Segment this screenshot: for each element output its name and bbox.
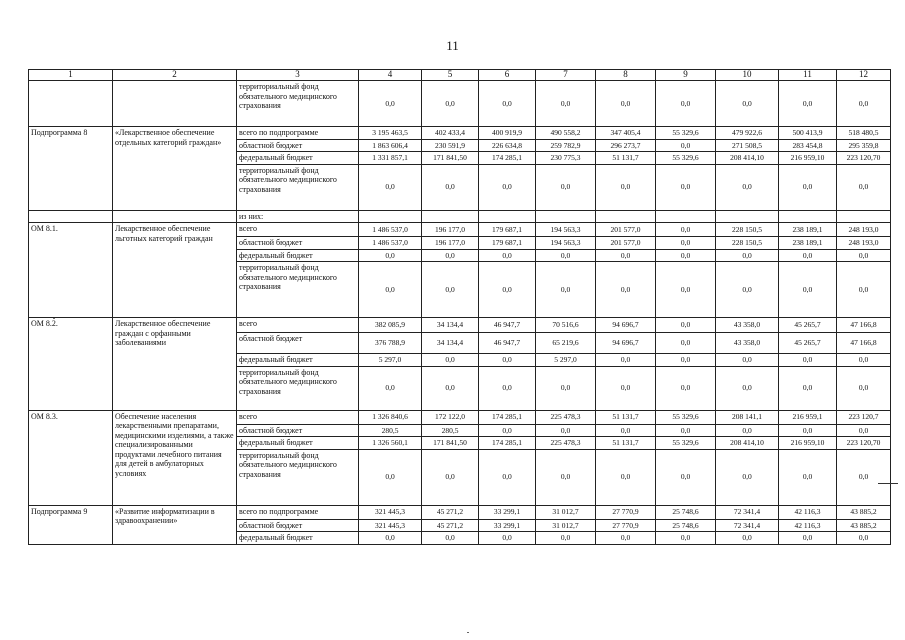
value-cell: 0,0: [479, 366, 536, 410]
value-cell: 382 085,9: [359, 318, 422, 333]
value-cell: 0,0: [656, 223, 716, 237]
value-cell: 259 782,9: [536, 139, 596, 152]
value-cell: 216 959,10: [779, 437, 837, 450]
funding-source: федеральный бюджет: [237, 354, 359, 367]
program-title: Лекарственное обеспечение льготных категорий граждан: [113, 223, 237, 318]
value-cell: 31 012,7: [536, 519, 596, 532]
value-cell: 0,0: [596, 249, 656, 262]
stray-line: [878, 483, 898, 484]
value-cell: 1 331 857,1: [359, 152, 422, 165]
program-code: Подпрограмма 8: [29, 127, 113, 211]
value-cell: 55 329,6: [656, 152, 716, 165]
value-cell: 171 841,50: [422, 152, 479, 165]
value-cell: 1 863 606,4: [359, 139, 422, 152]
value-cell: 400 919,9: [479, 127, 536, 140]
value-cell: 43 358,0: [716, 333, 779, 354]
value-cell: 0,0: [359, 249, 422, 262]
value-cell: 0,0: [422, 249, 479, 262]
value-cell: 376 788,9: [359, 333, 422, 354]
value-cell: 45 265,7: [779, 333, 837, 354]
funding-source: федеральный бюджет: [237, 437, 359, 450]
value-cell: 174 285,1: [479, 410, 536, 424]
funding-source: федеральный бюджет: [237, 249, 359, 262]
value-cell: 500 413,9: [779, 127, 837, 140]
value-cell: 0,0: [359, 366, 422, 410]
value-cell: 0,0: [536, 449, 596, 505]
value-cell: [359, 210, 422, 223]
value-cell: 216 959,1: [779, 410, 837, 424]
value-cell: 45 271,2: [422, 519, 479, 532]
program-code: Подпрограмма 9: [29, 505, 113, 544]
value-cell: 0,0: [596, 424, 656, 437]
value-cell: 223 120,70: [837, 437, 891, 450]
value-cell: 34 134,4: [422, 333, 479, 354]
program-title: [113, 81, 237, 127]
value-cell: 0,0: [536, 249, 596, 262]
value-cell: 0,0: [359, 164, 422, 210]
value-cell: 0,0: [656, 237, 716, 250]
value-cell: 280,5: [422, 424, 479, 437]
program-title: Лекарственное обеспечение граждан с орфанными заболеваниями: [113, 318, 237, 411]
value-cell: 94 696,7: [596, 318, 656, 333]
value-cell: 248 193,0: [837, 237, 891, 250]
value-cell: 0,0: [479, 424, 536, 437]
program-title: «Развитие информатизации в здравоохранении»: [113, 505, 237, 544]
value-cell: 27 770,9: [596, 505, 656, 519]
value-cell: 45 271,2: [422, 505, 479, 519]
value-cell: 27 770,9: [596, 519, 656, 532]
value-cell: 208 414,10: [716, 437, 779, 450]
program-code: [29, 210, 113, 223]
value-cell: 43 885,2: [837, 505, 891, 519]
value-cell: 0,0: [656, 139, 716, 152]
value-cell: [422, 210, 479, 223]
funding-source: территориальный фонд обязательного медицинского страхования: [237, 449, 359, 505]
value-cell: 94 696,7: [596, 333, 656, 354]
value-cell: 321 445,3: [359, 519, 422, 532]
value-cell: 0,0: [837, 164, 891, 210]
value-cell: 47 166,8: [837, 318, 891, 333]
funding-source: территориальный фонд обязательного медицинского страхования: [237, 164, 359, 210]
value-cell: 0,0: [536, 424, 596, 437]
value-cell: 0,0: [536, 164, 596, 210]
value-cell: 0,0: [656, 249, 716, 262]
value-cell: 0,0: [779, 424, 837, 437]
funding-source: территориальный фонд обязательного медицинского страхования: [237, 366, 359, 410]
value-cell: 0,0: [716, 424, 779, 437]
header-cell: 5: [422, 70, 479, 81]
value-cell: 296 273,7: [596, 139, 656, 152]
funding-source: территориальный фонд обязательного медицинского страхования: [237, 262, 359, 318]
value-cell: 196 177,0: [422, 223, 479, 237]
value-cell: 0,0: [479, 354, 536, 367]
scan-speck: [467, 632, 469, 633]
value-cell: 0,0: [536, 262, 596, 318]
value-cell: 55 329,6: [656, 410, 716, 424]
value-cell: 0,0: [596, 81, 656, 127]
value-cell: 201 577,0: [596, 237, 656, 250]
funding-source: всего: [237, 223, 359, 237]
value-cell: 0,0: [656, 164, 716, 210]
value-cell: 0,0: [779, 449, 837, 505]
value-cell: 51 131,7: [596, 410, 656, 424]
value-cell: 402 433,4: [422, 127, 479, 140]
value-cell: 223 120,7: [837, 410, 891, 424]
value-cell: 0,0: [479, 81, 536, 127]
value-cell: 5 297,0: [359, 354, 422, 367]
value-cell: 5 297,0: [536, 354, 596, 367]
header-cell: 3: [237, 70, 359, 81]
value-cell: 0,0: [837, 249, 891, 262]
value-cell: [596, 210, 656, 223]
value-cell: 1 326 560,1: [359, 437, 422, 450]
value-cell: 43 885,2: [837, 519, 891, 532]
value-cell: 0,0: [422, 81, 479, 127]
value-cell: 194 563,3: [536, 223, 596, 237]
program-title: [113, 210, 237, 223]
value-cell: 0,0: [656, 318, 716, 333]
table-row: [29, 223, 891, 237]
funding-source: из них:: [237, 210, 359, 223]
value-cell: [716, 210, 779, 223]
value-cell: 174 285,1: [479, 152, 536, 165]
value-cell: 34 134,4: [422, 318, 479, 333]
value-cell: 31 012,7: [536, 505, 596, 519]
funding-source: областной бюджет: [237, 519, 359, 532]
value-cell: 490 558,2: [536, 127, 596, 140]
value-cell: 0,0: [596, 449, 656, 505]
value-cell: [479, 210, 536, 223]
value-cell: [656, 210, 716, 223]
header-cell: 4: [359, 70, 422, 81]
header-cell: 11: [779, 70, 837, 81]
value-cell: 0,0: [716, 449, 779, 505]
value-cell: 0,0: [536, 81, 596, 127]
header-cell: 12: [837, 70, 891, 81]
value-cell: 225 478,3: [536, 410, 596, 424]
value-cell: 0,0: [536, 366, 596, 410]
value-cell: 179 687,1: [479, 237, 536, 250]
value-cell: 223 120,70: [837, 152, 891, 165]
funding-source: федеральный бюджет: [237, 152, 359, 165]
value-cell: 43 358,0: [716, 318, 779, 333]
table-row: [29, 127, 891, 140]
value-cell: 0,0: [596, 532, 656, 545]
value-cell: 0,0: [716, 262, 779, 318]
table-row: [29, 210, 891, 223]
value-cell: 0,0: [716, 532, 779, 545]
value-cell: 228 150,5: [716, 223, 779, 237]
value-cell: 479 922,6: [716, 127, 779, 140]
funding-source: федеральный бюджет: [237, 532, 359, 545]
value-cell: 0,0: [422, 449, 479, 505]
funding-source: территориальный фонд обязательного медицинского страхования: [237, 81, 359, 127]
funding-source: областной бюджет: [237, 333, 359, 354]
value-cell: 228 150,5: [716, 237, 779, 250]
value-cell: 0,0: [359, 449, 422, 505]
scan-speck: [53, 318, 55, 319]
header-cell: 1: [29, 70, 113, 81]
value-cell: 55 329,6: [656, 127, 716, 140]
value-cell: 0,0: [596, 262, 656, 318]
value-cell: [536, 210, 596, 223]
value-cell: 25 748,6: [656, 519, 716, 532]
value-cell: 0,0: [656, 354, 716, 367]
value-cell: 0,0: [837, 366, 891, 410]
value-cell: 0,0: [656, 424, 716, 437]
value-cell: 0,0: [422, 262, 479, 318]
header-cell: 8: [596, 70, 656, 81]
value-cell: 3 195 463,5: [359, 127, 422, 140]
value-cell: 0,0: [359, 262, 422, 318]
budget-table: [28, 69, 891, 545]
value-cell: 0,0: [422, 354, 479, 367]
funding-source: всего по подпрограмме: [237, 127, 359, 140]
value-cell: 0,0: [716, 366, 779, 410]
value-cell: 0,0: [779, 262, 837, 318]
value-cell: 33 299,1: [479, 505, 536, 519]
value-cell: 65 219,6: [536, 333, 596, 354]
table-row: [29, 410, 891, 424]
value-cell: 42 116,3: [779, 519, 837, 532]
program-code: [29, 81, 113, 127]
funding-source: областной бюджет: [237, 139, 359, 152]
value-cell: 0,0: [422, 164, 479, 210]
value-cell: 208 414,10: [716, 152, 779, 165]
table-row: [29, 81, 891, 127]
value-cell: 55 329,6: [656, 437, 716, 450]
value-cell: 72 341,4: [716, 519, 779, 532]
value-cell: 42 116,3: [779, 505, 837, 519]
value-cell: 208 141,1: [716, 410, 779, 424]
value-cell: 321 445,3: [359, 505, 422, 519]
value-cell: 0,0: [779, 366, 837, 410]
header-cell: 6: [479, 70, 536, 81]
value-cell: 46 947,7: [479, 333, 536, 354]
value-cell: 0,0: [656, 532, 716, 545]
value-cell: 0,0: [479, 449, 536, 505]
value-cell: 72 341,4: [716, 505, 779, 519]
value-cell: 0,0: [479, 532, 536, 545]
program-title: Обеспечение населения лекарственными препаратами, медицинскими изделиями, а также специализированными продуктами лечебного питания для детей в амбулаторных условиях: [113, 410, 237, 505]
value-cell: 0,0: [422, 532, 479, 545]
table-row: [29, 505, 891, 519]
value-cell: 0,0: [656, 333, 716, 354]
value-cell: 33 299,1: [479, 519, 536, 532]
value-cell: 0,0: [359, 81, 422, 127]
value-cell: 280,5: [359, 424, 422, 437]
value-cell: 0,0: [837, 262, 891, 318]
value-cell: 172 122,0: [422, 410, 479, 424]
value-cell: 70 516,6: [536, 318, 596, 333]
value-cell: 196 177,0: [422, 237, 479, 250]
value-cell: 201 577,0: [596, 223, 656, 237]
header-cell: 9: [656, 70, 716, 81]
value-cell: 171 841,50: [422, 437, 479, 450]
value-cell: 230 591,9: [422, 139, 479, 152]
program-title: «Лекарственное обеспечение отдельных категорий граждан»: [113, 127, 237, 211]
value-cell: 51 131,7: [596, 437, 656, 450]
value-cell: 0,0: [656, 81, 716, 127]
value-cell: 518 480,5: [837, 127, 891, 140]
table-row: [29, 318, 891, 333]
value-cell: 347 405,4: [596, 127, 656, 140]
value-cell: 226 634,8: [479, 139, 536, 152]
value-cell: 46 947,7: [479, 318, 536, 333]
value-cell: 0,0: [422, 366, 479, 410]
value-cell: 0,0: [596, 366, 656, 410]
value-cell: 174 285,1: [479, 437, 536, 450]
value-cell: 1 486 537,0: [359, 223, 422, 237]
value-cell: 230 775,3: [536, 152, 596, 165]
value-cell: 0,0: [656, 366, 716, 410]
value-cell: 0,0: [837, 424, 891, 437]
value-cell: 0,0: [779, 164, 837, 210]
value-cell: [837, 210, 891, 223]
header-cell: 2: [113, 70, 237, 81]
funding-source: всего: [237, 318, 359, 333]
value-cell: 51 131,7: [596, 152, 656, 165]
funding-source: всего: [237, 410, 359, 424]
value-cell: 238 189,1: [779, 223, 837, 237]
header-cell: 7: [536, 70, 596, 81]
value-cell: 0,0: [779, 81, 837, 127]
program-code: ОМ 8.2.: [29, 318, 113, 411]
value-cell: 0,0: [656, 262, 716, 318]
value-cell: 238 189,1: [779, 237, 837, 250]
value-cell: 283 454,8: [779, 139, 837, 152]
value-cell: 0,0: [596, 354, 656, 367]
value-cell: 0,0: [716, 164, 779, 210]
value-cell: 1 486 537,0: [359, 237, 422, 250]
value-cell: 0,0: [479, 262, 536, 318]
value-cell: 0,0: [596, 164, 656, 210]
value-cell: 0,0: [837, 532, 891, 545]
header-cell: 10: [716, 70, 779, 81]
value-cell: 47 166,8: [837, 333, 891, 354]
value-cell: 0,0: [479, 164, 536, 210]
funding-source: всего по подпрограмме: [237, 505, 359, 519]
value-cell: 0,0: [779, 532, 837, 545]
value-cell: 0,0: [837, 449, 891, 505]
value-cell: 0,0: [837, 354, 891, 367]
value-cell: 0,0: [656, 449, 716, 505]
value-cell: 194 563,3: [536, 237, 596, 250]
program-code: ОМ 8.3.: [29, 410, 113, 505]
value-cell: 216 959,10: [779, 152, 837, 165]
value-cell: 25 748,6: [656, 505, 716, 519]
value-cell: 0,0: [779, 249, 837, 262]
value-cell: 0,0: [479, 249, 536, 262]
page-number: 11: [446, 38, 459, 53]
value-cell: 45 265,7: [779, 318, 837, 333]
funding-source: областной бюджет: [237, 237, 359, 250]
value-cell: 0,0: [716, 354, 779, 367]
value-cell: 0,0: [716, 81, 779, 127]
value-cell: 0,0: [837, 81, 891, 127]
value-cell: 295 359,8: [837, 139, 891, 152]
value-cell: 0,0: [779, 354, 837, 367]
value-cell: 179 687,1: [479, 223, 536, 237]
funding-source: областной бюджет: [237, 424, 359, 437]
value-cell: 0,0: [536, 532, 596, 545]
value-cell: 0,0: [359, 532, 422, 545]
value-cell: [779, 210, 837, 223]
program-code: ОМ 8.1.: [29, 223, 113, 318]
value-cell: 225 478,3: [536, 437, 596, 450]
value-cell: 0,0: [716, 249, 779, 262]
value-cell: 248 193,0: [837, 223, 891, 237]
value-cell: 1 326 840,6: [359, 410, 422, 424]
value-cell: 271 508,5: [716, 139, 779, 152]
